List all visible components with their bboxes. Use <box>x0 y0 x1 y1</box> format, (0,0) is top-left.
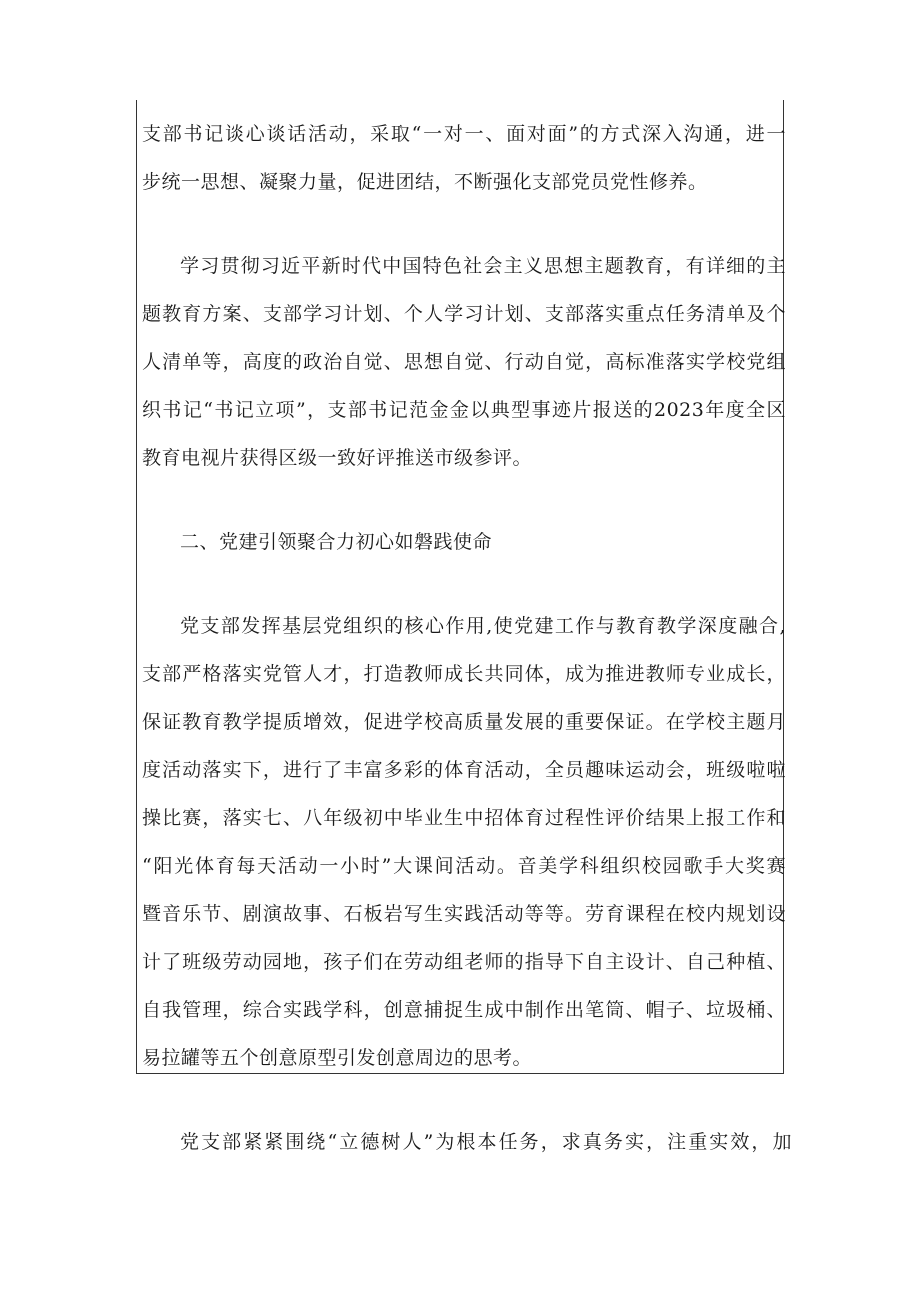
paragraph-3-line-6: “阳光体育每天活动一小时”大课间活动。音美学科组织校园歌手大奖赛 <box>142 855 786 877</box>
paragraph-3-line-1: 党支部发挥基层党组织的核心作用,使党建工作与教育教学深度融合, <box>180 615 786 637</box>
paragraph-1-line-1: 支部书记谈心谈话活动，采取“一对一、面对面”的方式深入沟通，进一 <box>142 123 786 145</box>
paragraph-4-line-1: 党支部紧紧围绕“立德树人”为根本任务，求真务实，注重实效，加 <box>180 1131 792 1153</box>
paragraph-2-line-2: 题教育方案、支部学习计划、个人学习计划、支部落实重点任务清单及个 <box>142 303 786 325</box>
section-heading-2: 二、党建引领聚合力初心如磐践使命 <box>180 531 493 553</box>
paragraph-3-line-7: 暨音乐节、剧演故事、石板岩写生实践活动等等。劳育课程在校内规划设 <box>142 903 786 925</box>
paragraph-3-line-3: 保证教育教学提质增效，促进学校高质量发展的重要保证。在学校主题月 <box>142 711 786 733</box>
paragraph-2-line-5: 教育电视片获得区级一致好评推送市级参评。 <box>142 447 533 469</box>
paragraph-2-line-1: 学习贯彻习近平新时代中国特色社会主义思想主题教育，有详细的主 <box>180 255 786 277</box>
paragraph-3-line-9: 自我管理，综合实践学科，创意捕捉生成中制作出笔筒、帽子、垃圾桶、 <box>142 999 786 1021</box>
paragraph-3-line-2: 支部严格落实党管人才，打造教师成长共同体，成为推进教师专业成长， <box>142 663 786 685</box>
paragraph-2-line-3: 人清单等，高度的政治自觉、思想自觉、行动自觉，高标准落实学校党组 <box>142 351 786 373</box>
paragraph-3-line-4: 度活动落实下，进行了丰富多彩的体育活动，全员趣味运动会，班级啦啦 <box>142 759 786 781</box>
paragraph-3-line-8: 计了班级劳动园地，孩子们在劳动组老师的指导下自主设计、自己种植、 <box>142 951 786 973</box>
paragraph-1-line-2: 步统一思想、凝聚力量，促进团结，不断强化支部党员党性修养。 <box>142 171 708 193</box>
paragraph-3-line-10: 易拉罐等五个创意原型引发创意周边的思考。 <box>142 1047 533 1069</box>
paragraph-3-line-5: 操比赛，落实七、八年级初中毕业生中招体育过程性评价结果上报工作和 <box>142 807 786 829</box>
table-cell-frame <box>136 100 784 1074</box>
paragraph-2-line-4: 织书记“书记立项”，支部书记范金金以典型事迹片报送的2023年度全区 <box>142 399 786 421</box>
